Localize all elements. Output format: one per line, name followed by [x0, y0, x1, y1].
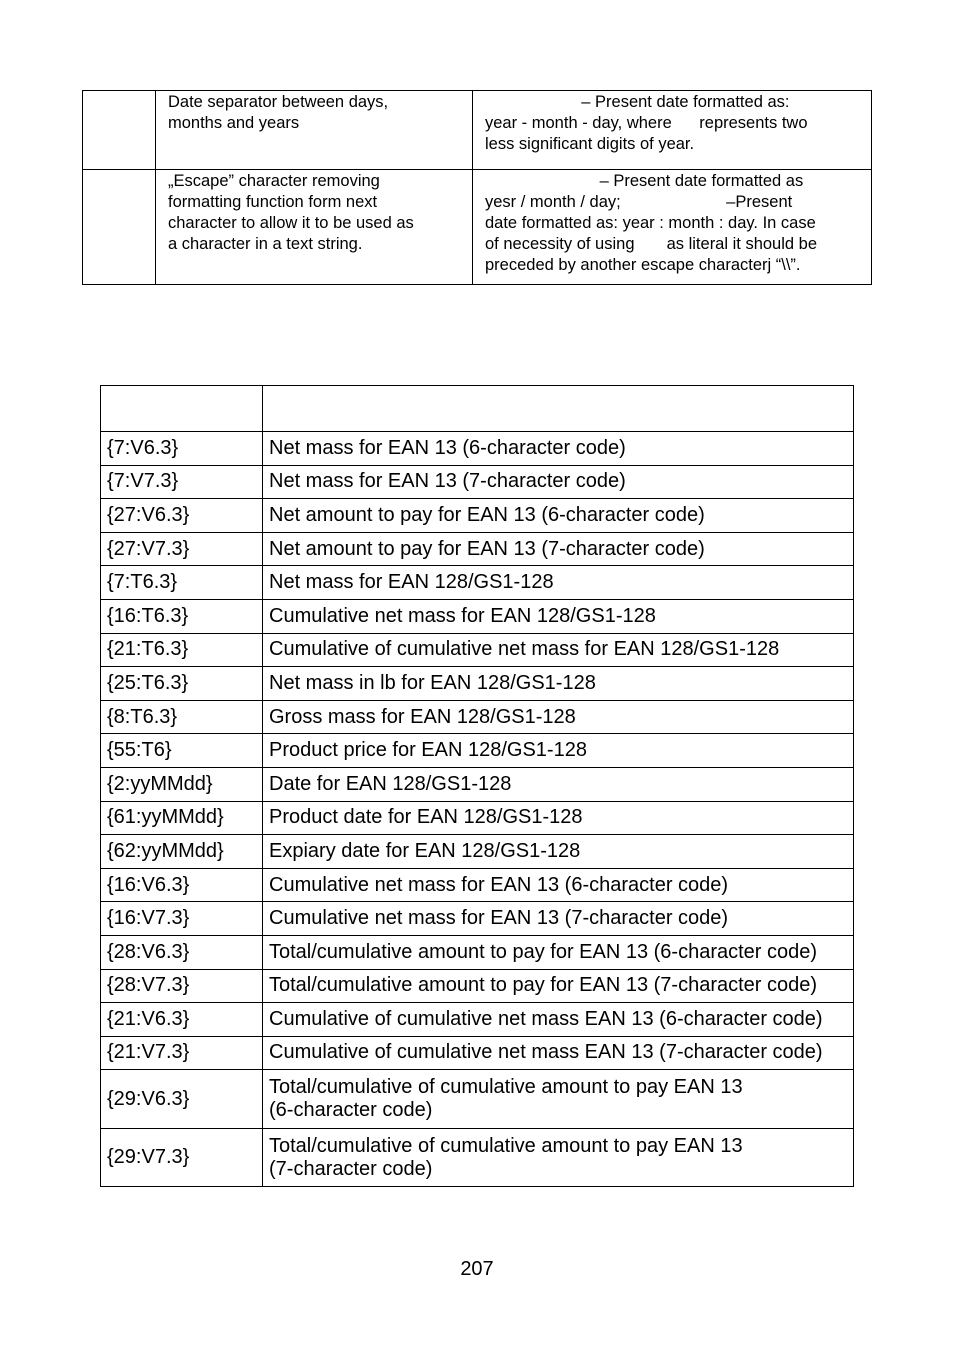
description-text: Product date for EAN 128/GS1-128 [269, 806, 583, 829]
description-cell [263, 465, 854, 499]
description-cell [263, 767, 854, 801]
page-number: 207 [460, 1258, 494, 1280]
description-cell [263, 532, 854, 566]
description-text: „Escape” character removing formatting function form next character to allow it to be used as a character in a text string. [168, 172, 414, 253]
description-text: Total/cumulative of cumulative amount to pay EAN 13 (7-character code) [269, 1134, 743, 1180]
description-cell [263, 801, 854, 835]
description-text: Cumulative net mass for EAN 13 (6-character code) [269, 873, 729, 896]
description-text: Total/cumulative of cumulative amount to pay EAN 13 (6-character code) [269, 1076, 743, 1122]
table-row [101, 969, 854, 1003]
description-text: Expiary date for EAN 128/GS1-128 [269, 839, 581, 862]
description-cell [263, 499, 854, 533]
description-text: Cumulative of cumulative net mass EAN 13 (7-character code) [269, 1041, 823, 1064]
description-cell [263, 835, 854, 869]
description-cell [156, 170, 473, 285]
code-cell: {21:V7.3} [101, 1036, 263, 1070]
description-text: Gross mass for EAN 128/GS1-128 [269, 705, 576, 728]
description-cell [263, 969, 854, 1003]
description-text: Cumulative net mass for EAN 13 (7-character code) [269, 907, 729, 930]
table-row [101, 935, 854, 969]
code-cell: {7:V7.3} [101, 465, 263, 499]
barcode-variables-table [100, 385, 854, 1187]
table-row [101, 432, 854, 466]
table-row [101, 1128, 854, 1187]
description-cell [263, 1003, 854, 1037]
table-row [101, 667, 854, 701]
format-row [83, 170, 872, 285]
table-row [101, 532, 854, 566]
description-cell [263, 566, 854, 600]
code-cell: {27:V6.3} [101, 499, 263, 533]
description-text: Net amount to pay for EAN 13 (7-character code) [269, 537, 705, 560]
description-text: Date separator between days, months and years [168, 93, 389, 132]
table-row [101, 1036, 854, 1070]
table-row [101, 734, 854, 768]
code-cell: {55:T6} [101, 734, 263, 768]
description-text: Product price for EAN 128/GS1-128 [269, 739, 587, 762]
header-code-cell [101, 386, 263, 432]
table-row [101, 1003, 854, 1037]
code-cell: {62:yyMMdd} [101, 835, 263, 869]
code-cell: {61:yyMMdd} [101, 801, 263, 835]
code-cell: {25:T6.3} [101, 667, 263, 701]
table-row [101, 868, 854, 902]
code-cell: {28:V7.3} [101, 969, 263, 1003]
table-row [101, 835, 854, 869]
description-cell [263, 1036, 854, 1070]
description-cell [263, 1128, 854, 1187]
table-row [101, 767, 854, 801]
symbol-cell [83, 91, 156, 170]
table-row [101, 902, 854, 936]
description-text: Total/cumulative amount to pay for EAN 13 (7-character code) [269, 974, 818, 997]
table-row [101, 499, 854, 533]
example-text: – Present date formatted as yesr / month / day; –Present date formatted as: year : month : day. In case of necessity of using as literal it should be preceded by another escape characterj “\\”. [485, 172, 818, 274]
code-cell: {7:T6.3} [101, 566, 263, 600]
table-row [101, 1070, 854, 1129]
description-text: Date for EAN 128/GS1-128 [269, 772, 512, 795]
code-cell: {16:T6.3} [101, 599, 263, 633]
description-text: Net mass for EAN 13 (7-character code) [269, 470, 626, 493]
description-text: Cumulative of cumulative net mass EAN 13 (6-character code) [269, 1007, 823, 1030]
table-row [101, 566, 854, 600]
code-cell: {21:T6.3} [101, 633, 263, 667]
code-cell: {27:V7.3} [101, 532, 263, 566]
description-text: Total/cumulative amount to pay for EAN 13 (6-character code) [269, 940, 818, 963]
description-cell [263, 868, 854, 902]
description-cell [263, 633, 854, 667]
description-cell [263, 1070, 854, 1129]
table-row [101, 700, 854, 734]
code-cell: {7:V6.3} [101, 432, 263, 466]
description-cell [263, 432, 854, 466]
description-cell [263, 935, 854, 969]
table-row [101, 599, 854, 633]
description-text: Net mass in lb for EAN 128/GS1-128 [269, 671, 596, 694]
table-row [101, 465, 854, 499]
code-cell: {28:V6.3} [101, 935, 263, 969]
code-cell: {16:V6.3} [101, 868, 263, 902]
description-cell [263, 599, 854, 633]
example-cell [473, 170, 872, 285]
description-text: Cumulative net mass for EAN 128/GS1-128 [269, 604, 656, 627]
description-text: Net mass for EAN 13 (6-character code) [269, 436, 626, 459]
description-text: Net mass for EAN 128/GS1-128 [269, 571, 554, 594]
table-row [101, 633, 854, 667]
code-cell: {21:V6.3} [101, 1003, 263, 1037]
description-cell [263, 667, 854, 701]
format-characters-table [82, 90, 872, 285]
description-text: Cumulative of cumulative net mass for EAN 128/GS1-128 [269, 638, 780, 661]
example-text: – Present date formatted as: year - month - day, where represents two less significant digits of year. [485, 93, 808, 153]
description-cell [156, 91, 473, 170]
example-cell [473, 91, 872, 170]
code-cell: {29:V7.3} [101, 1128, 263, 1187]
table-row [101, 801, 854, 835]
format-row [83, 91, 872, 170]
description-cell [263, 902, 854, 936]
code-cell: {2:yyMMdd} [101, 767, 263, 801]
symbol-cell [83, 170, 156, 285]
header-description-cell [263, 386, 854, 432]
description-text: Net amount to pay for EAN 13 (6-character code) [269, 503, 705, 526]
description-cell [263, 734, 854, 768]
code-cell: {29:V6.3} [101, 1070, 263, 1129]
description-cell [263, 700, 854, 734]
table-body [101, 432, 854, 1187]
code-cell: {16:V7.3} [101, 902, 263, 936]
table-header-row [101, 386, 854, 432]
code-cell: {8:T6.3} [101, 700, 263, 734]
